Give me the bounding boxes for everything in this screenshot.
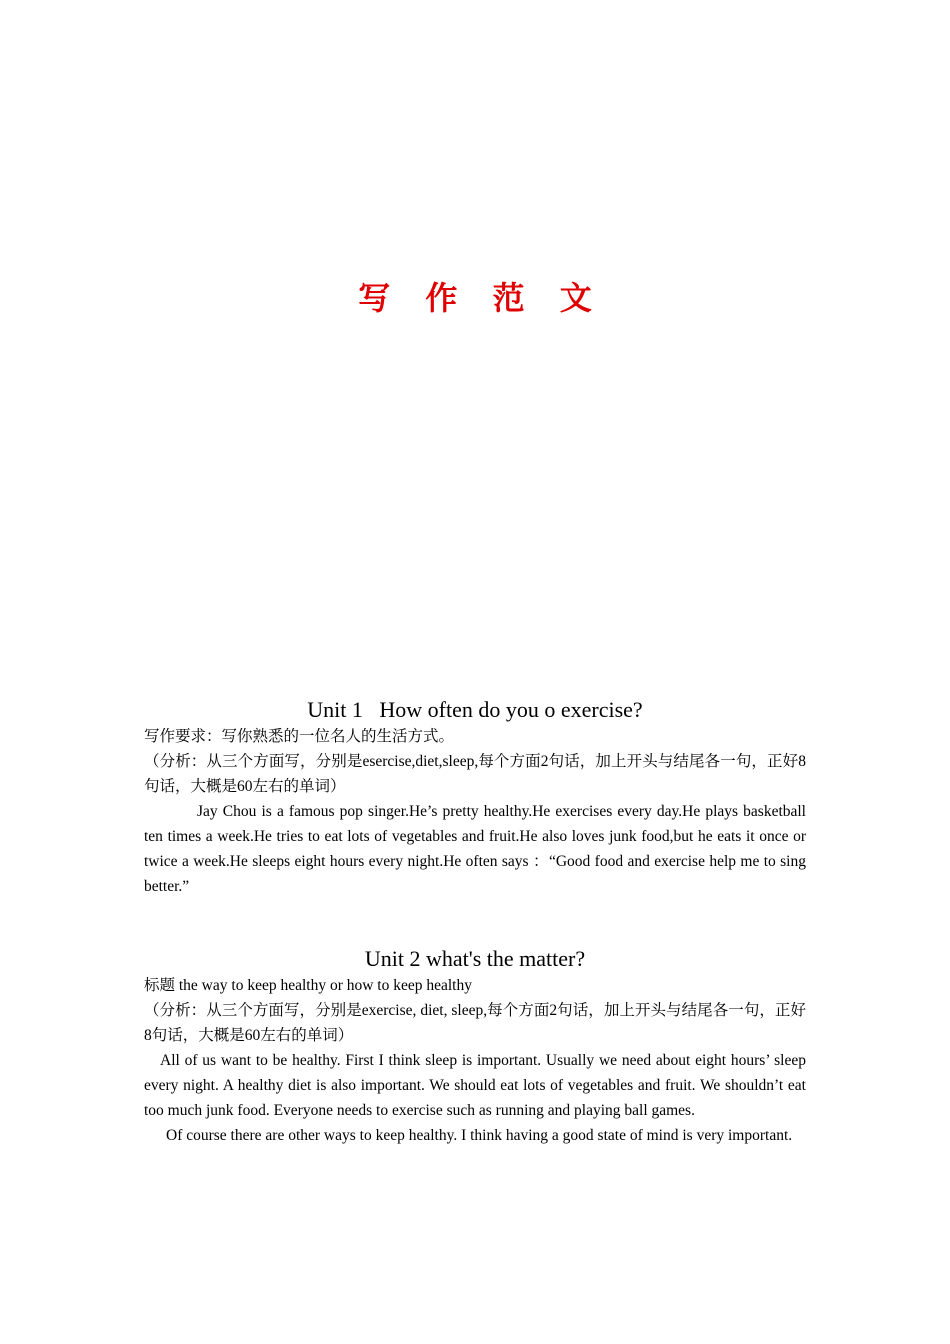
unit1-essay: Jay Chou is a famous pop singer.He’s pretty healthy.He exercises every day.He plays basketball ten times a week.He tries to eat lots of vegetables and fruit.He also loves junk food,but he eats it once or twice a week.He sleeps eight hours every night.He often says ：“Good food and exercise help me to sing better.” <box>144 803 806 895</box>
unit1-section <box>144 696 806 899</box>
unit1-analysis: （分析：从三个方面写，分别是esercise,diet,sleep,每个方面2句话，加上开头与结尾各一句，正好8句话，大概是60左右的单词） <box>144 753 806 795</box>
unit2-heading: Unit 2 what's the matter? <box>364 946 586 971</box>
unit1-requirement: 写作要求：写你熟悉的一位名人的生活方式。 <box>144 728 455 745</box>
unit2-section <box>144 945 806 1148</box>
unit2-topic: 标题 the way to keep healthy or how to keep healthy <box>144 977 472 994</box>
page-title: 写 作 范 文 <box>358 279 604 317</box>
unit2-analysis: （分析：从三个方面写，分别是exercise, diet, sleep,每个方面2句话，加上开头与结尾各一句，正好8句话，大概是60左右的单词） <box>144 1002 806 1044</box>
unit2-essay-paragraph-1: All of us want to be healthy. First I think sleep is important. Usually we need about eight hours’ sleep every night. A healthy diet is also important. We should eat lots of vegetables and fruit. We shouldn’t eat too much junk food. Everyone needs to exercise such as running and playing ball games. <box>144 1052 806 1119</box>
unit1-heading: Unit 1 How often do you o exercise? <box>307 697 643 722</box>
unit2-essay-paragraph-2: Of course there are other ways to keep healthy. I think having a good state of mind is very important. <box>166 1127 793 1144</box>
